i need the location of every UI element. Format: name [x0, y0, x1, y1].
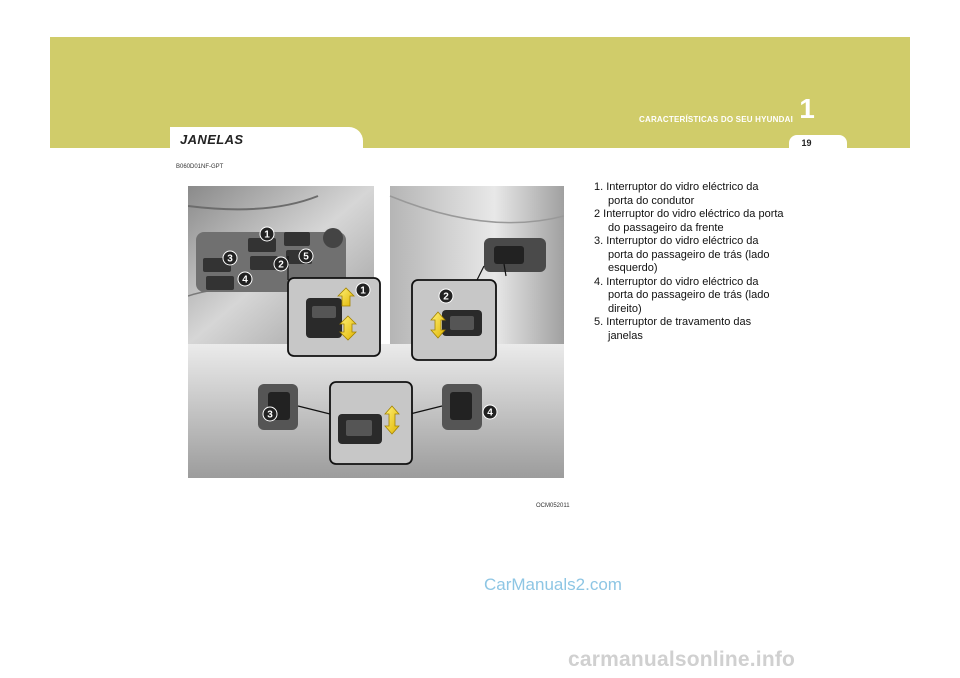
section-title: JANELAS	[180, 132, 244, 147]
page-number: 19	[801, 138, 812, 148]
callout-5-label: 5	[303, 251, 309, 263]
callout-4b-label: 4	[487, 407, 493, 419]
callout-3	[223, 251, 237, 265]
callout-1-label: 1	[264, 229, 270, 241]
callout-4-label: 4	[242, 274, 248, 286]
inset-passenger-switch	[412, 280, 496, 360]
callout-4	[238, 272, 252, 286]
callout-3b-label: 3	[267, 409, 273, 421]
reference-code: B060D01NF-GPT	[176, 164, 224, 170]
callout-5	[299, 249, 313, 263]
legend-list	[594, 181, 786, 343]
callout-2	[274, 257, 288, 271]
callout-1b	[356, 283, 370, 297]
callout-3b	[263, 407, 277, 421]
callout-2b	[439, 289, 453, 303]
watermark-carmanualsonline[interactable]: carmanualsonline.info	[568, 648, 796, 671]
legend-item-5: 5. Interruptor de travamento das janelas	[594, 316, 752, 342]
callout-1	[260, 227, 274, 241]
watermark-carmanuals2[interactable]: CarManuals2.com	[484, 575, 622, 594]
chapter-number: 1	[799, 93, 815, 124]
legend-item-1: 1. Interruptor do vidro eléctrico da porta do condutor	[594, 181, 759, 207]
legend-item-3: 3. Interruptor do vidro eléctrico da porta do passageiro de trás (lado esquerdo)	[594, 235, 770, 274]
legend-item-4: 4. Interruptor do vidro eléctrico da porta do passageiro de trás (lado direito)	[594, 275, 770, 315]
chapter-title: CARACTERÍSTICAS DO SEU HYUNDAI	[638, 115, 793, 124]
callout-4b	[483, 405, 497, 419]
callout-2-label: 2	[278, 259, 284, 271]
figure-code: OCM052011	[536, 503, 570, 509]
callout-1b-label: 1	[360, 285, 366, 297]
legend-item-2: 2 Interruptor do vidro eléctrico da porta do passageiro da frente	[594, 208, 784, 234]
callout-2b-label: 2	[443, 291, 449, 303]
callout-3-label: 3	[227, 253, 233, 265]
inset-rear-switch	[330, 382, 412, 464]
window-switches-illustration	[188, 186, 564, 478]
